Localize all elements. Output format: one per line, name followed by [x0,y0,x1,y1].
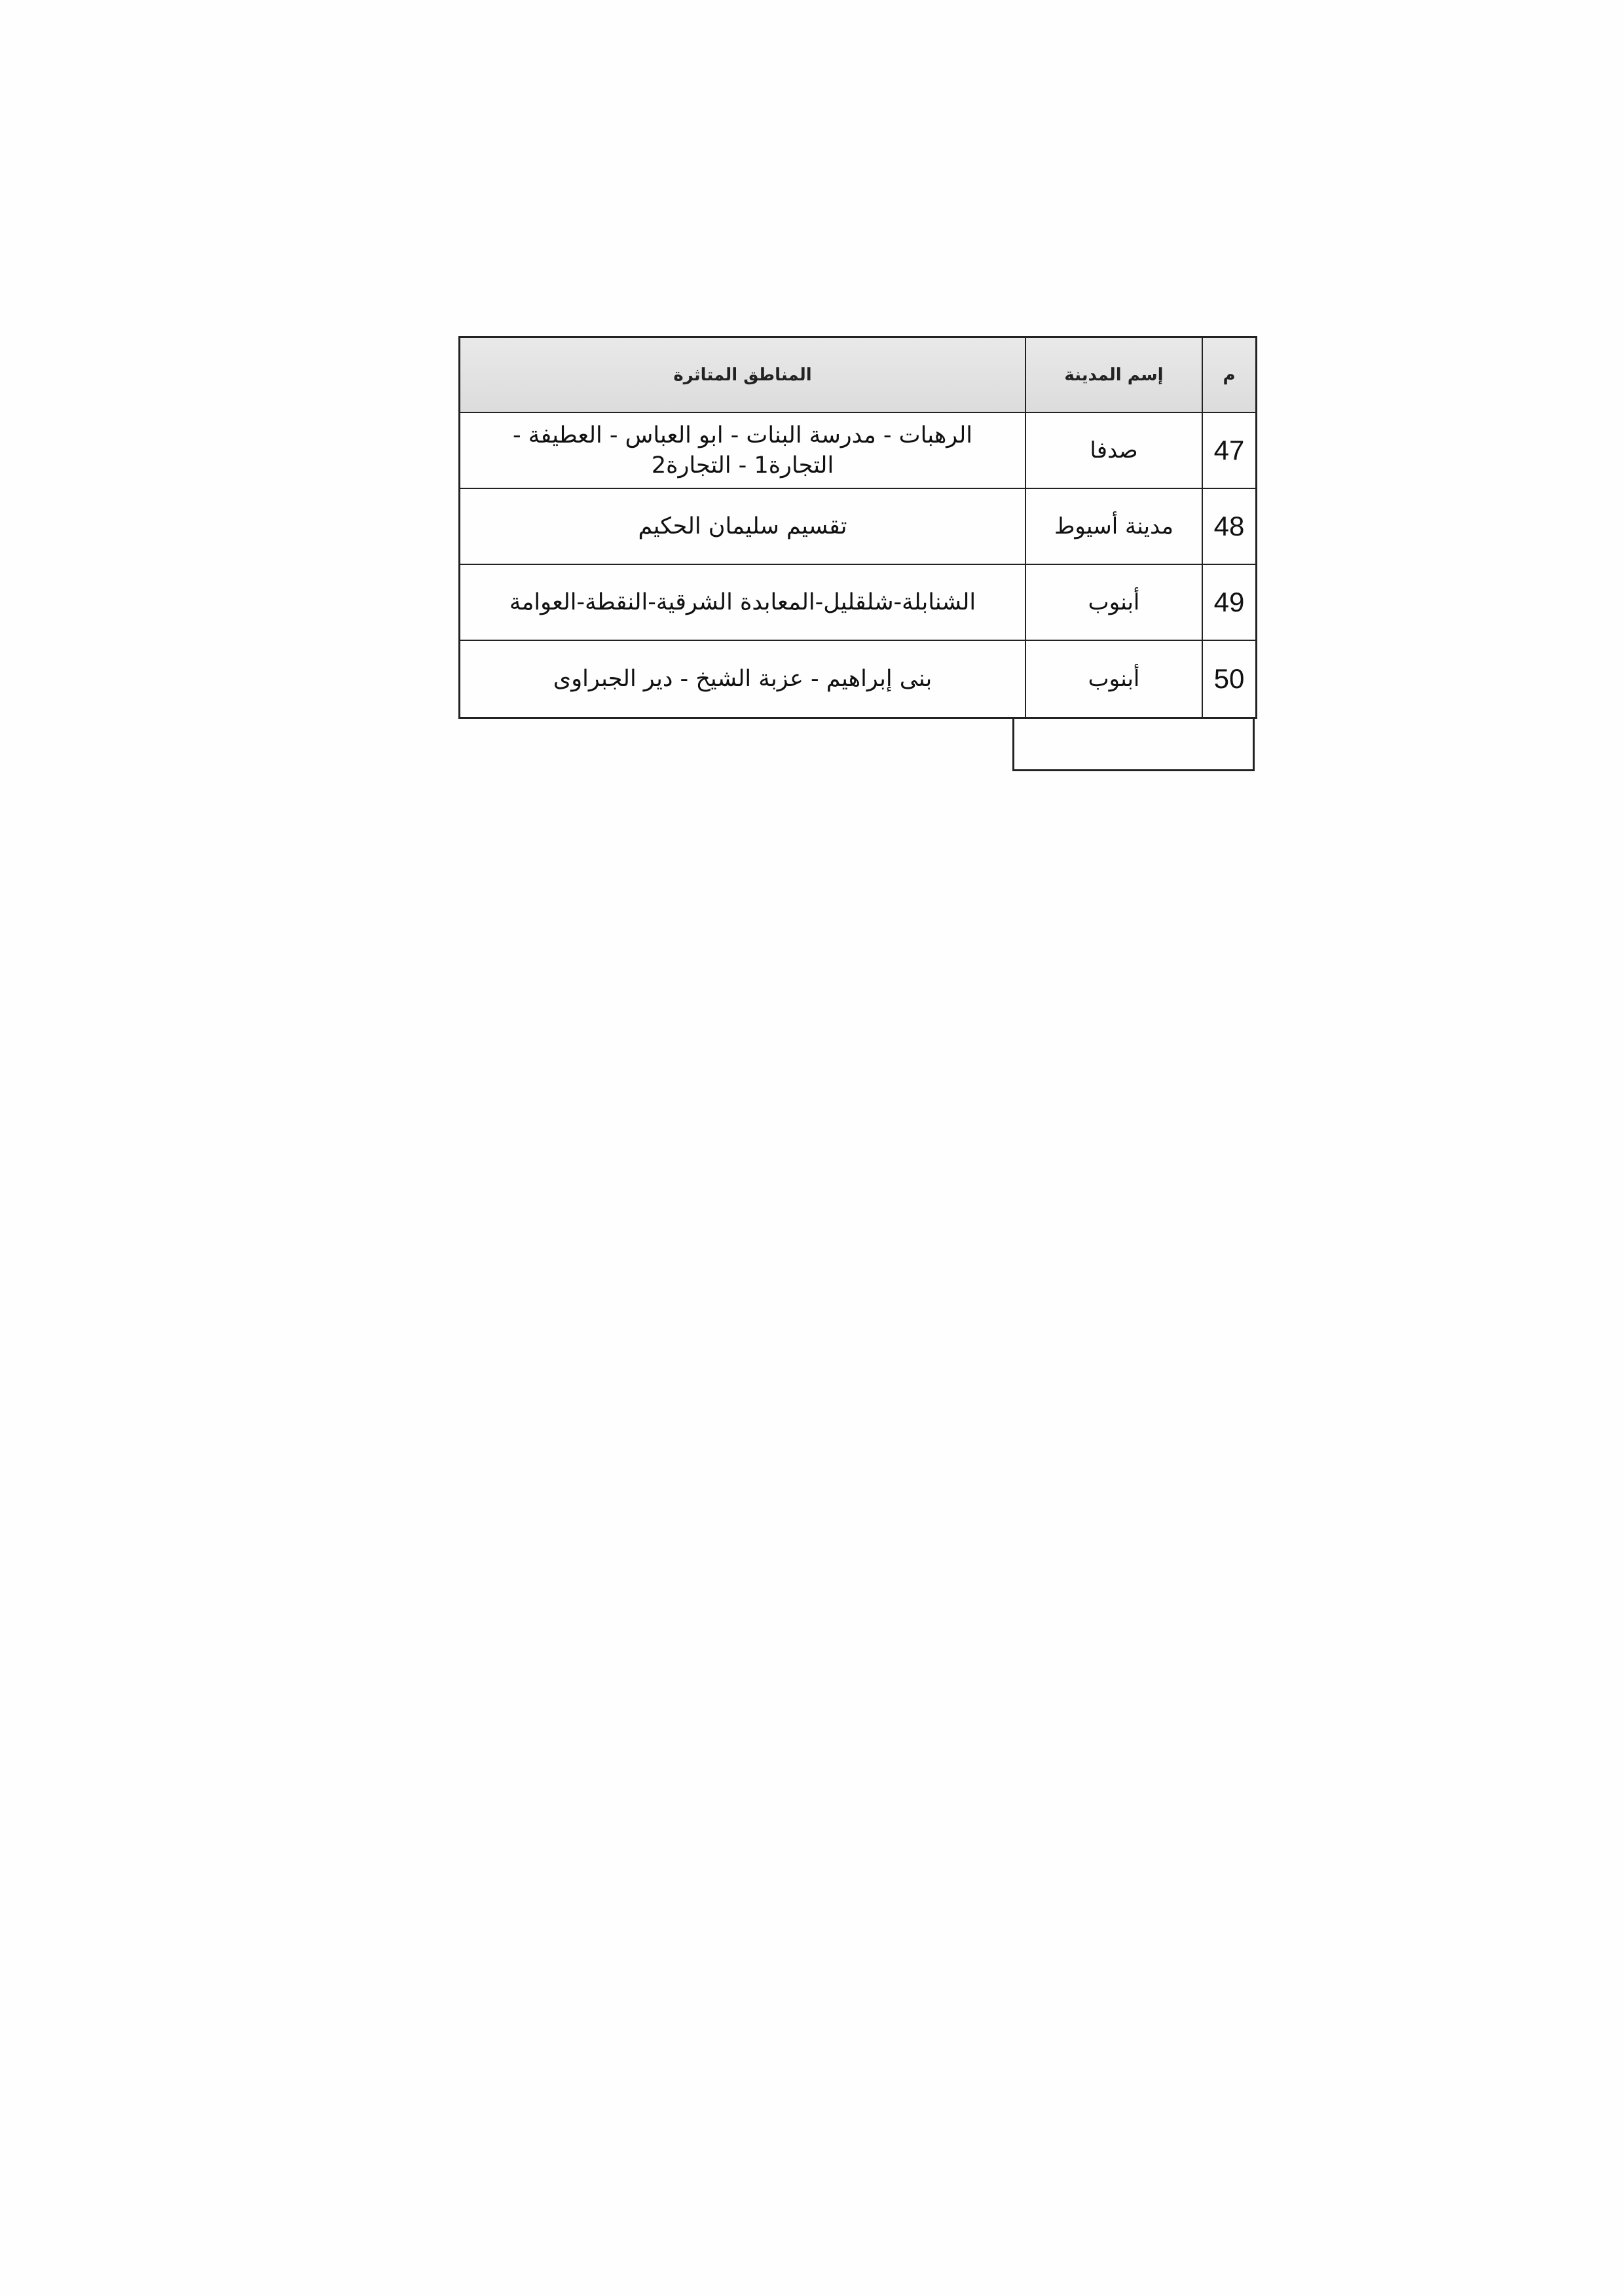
table-row [460,489,1255,565]
header-number: م [1202,338,1255,412]
row-city: أبنوب [1025,641,1202,717]
table-row [460,641,1255,717]
row-areas: تقسيم سليمان الحكيم [638,513,847,539]
row-number: 49 [1202,565,1255,640]
row-number: 50 [1202,641,1255,717]
table-row [460,565,1255,641]
row-areas: بنى إبراهيم - عزبة الشيخ - دير الجبراوى [553,666,932,692]
row-areas: الشنابلة-شلقليل-المعابدة الشرقية-النقطة-العوامة [509,589,976,615]
row-areas: الرهبات - مدرسة البنات - ابو العباس - العطيفة - التجارة1 - التجارة2 [513,422,972,479]
affected-areas-table [458,336,1257,719]
row-city: مدينة أسيوط [1025,489,1202,564]
row-number: 48 [1202,489,1255,564]
header-affected-areas: المناطق المتاثرة [673,365,812,385]
table-row [460,413,1255,489]
header-city-name: إسم المدينة [1025,338,1202,412]
table-header-row [460,338,1255,413]
row-city: أبنوب [1025,565,1202,640]
row-number: 47 [1202,413,1255,488]
row-city: صدفا [1025,413,1202,488]
empty-table-cell [1012,718,1255,771]
